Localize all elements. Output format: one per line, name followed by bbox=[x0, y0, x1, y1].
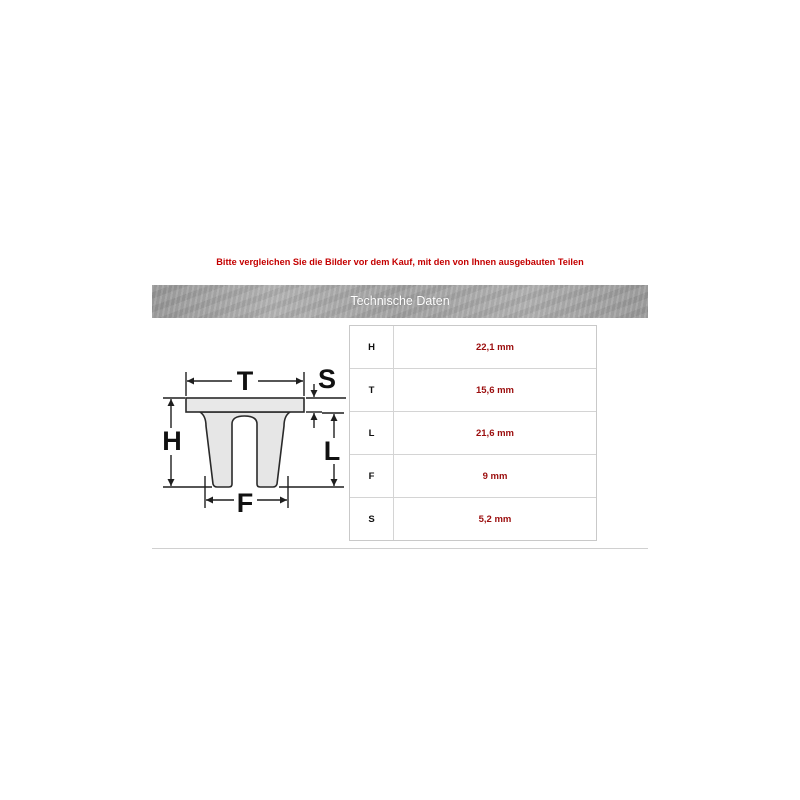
table-row bbox=[350, 369, 596, 412]
dimension-label-s: S bbox=[317, 364, 337, 394]
dimension-t bbox=[186, 366, 304, 396]
dimension-name: S bbox=[350, 498, 394, 540]
dimension-name: T bbox=[350, 369, 394, 411]
bottom-divider bbox=[152, 548, 648, 549]
dimension-name: F bbox=[350, 455, 394, 497]
dimension-value: 15,6 mm bbox=[475, 384, 515, 396]
dimension-label-f: F bbox=[236, 488, 254, 518]
table-row bbox=[350, 326, 596, 369]
table-row bbox=[350, 498, 596, 540]
clip-cap bbox=[186, 398, 304, 412]
dimension-value: 9 mm bbox=[482, 470, 508, 482]
dimension-s bbox=[306, 364, 346, 428]
dimension-value: 22,1 mm bbox=[475, 341, 515, 353]
dimension-l bbox=[279, 413, 344, 487]
dimension-value: 21,6 mm bbox=[475, 427, 515, 439]
dimension-label-t: T bbox=[236, 366, 254, 396]
comparison-notice: Bitte vergleichen Sie die Bilder vor dem Kauf, mit den von Ihnen ausgebauten Teilen bbox=[216, 257, 584, 267]
table-row bbox=[350, 412, 596, 455]
section-banner bbox=[152, 285, 648, 318]
dimension-name: H bbox=[350, 326, 394, 368]
dimension-name: L bbox=[350, 412, 394, 454]
clip-diagram bbox=[150, 360, 355, 520]
dimension-value: 5,2 mm bbox=[478, 513, 512, 525]
dimension-label-l: L bbox=[323, 436, 341, 466]
banner-title: Technische Daten bbox=[350, 294, 450, 308]
dimension-label-h: H bbox=[162, 426, 182, 456]
clip-body bbox=[200, 412, 290, 487]
spec-table bbox=[349, 325, 597, 541]
table-row bbox=[350, 455, 596, 498]
